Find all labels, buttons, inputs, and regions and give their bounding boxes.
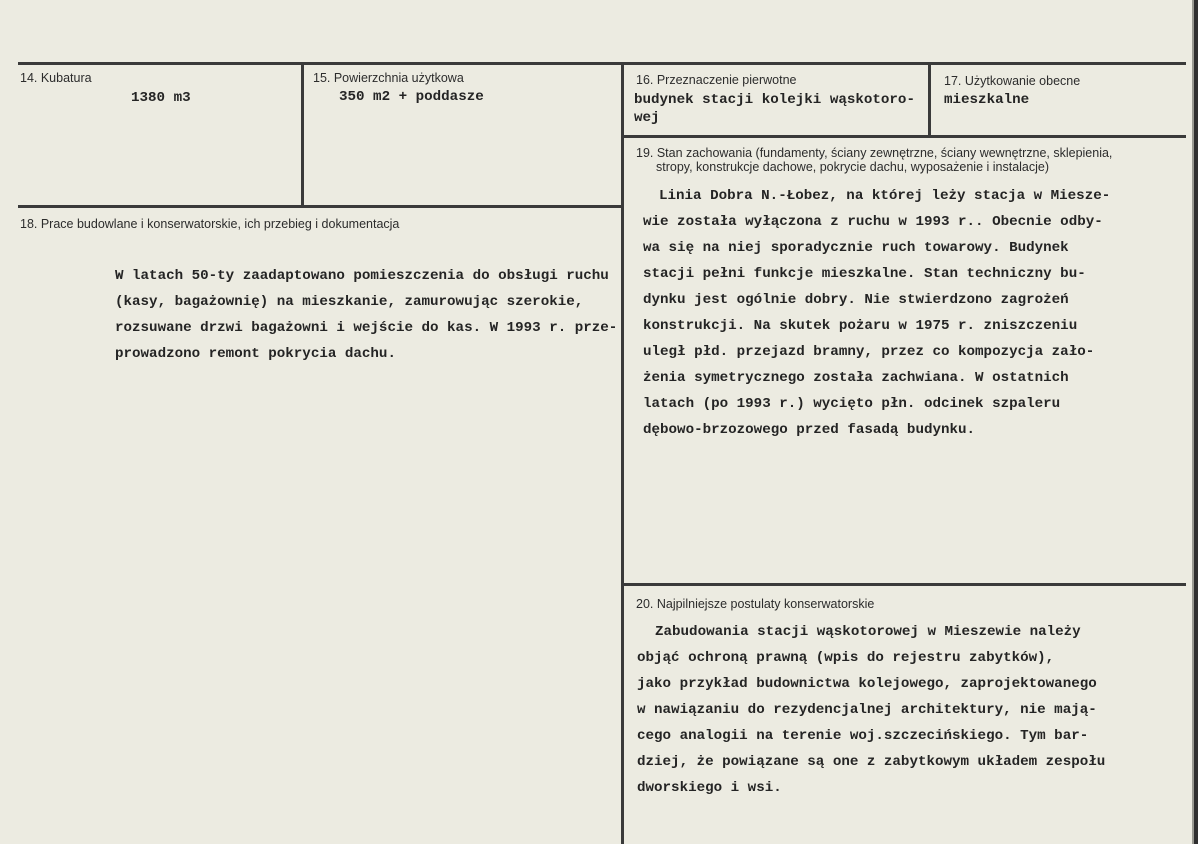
field-16-line: wej bbox=[634, 110, 660, 126]
field-19-line: wa się na niej sporadycznie ruch towarowy. Budynek bbox=[643, 240, 1069, 256]
field-19-label-line: 19. Stan zachowania (fundamenty, ściany zewnętrzne, ściany wewnętrzne, sklepienia, bbox=[636, 146, 1113, 160]
field-20-text bbox=[637, 619, 1105, 801]
field-19-line: Linia Dobra N.-Łobez, na której leży stacja w Miesze- bbox=[659, 188, 1111, 204]
field-20-line: w nawiązaniu do rezydencjalnej architektury, nie mają- bbox=[637, 702, 1097, 718]
line-under-14-15 bbox=[18, 205, 624, 208]
divider-15-16 bbox=[621, 62, 624, 844]
field-18-line: (kasy, bagażownię) na mieszkanie, zamurowując szerokie, bbox=[115, 294, 584, 310]
field-19-line: uległ płd. przejazd bramny, przez co kompozycja zało- bbox=[643, 344, 1095, 360]
field-19-text bbox=[643, 183, 1110, 443]
field-17-label: 17. Użytkowanie obecne bbox=[944, 74, 1081, 88]
field-18-line: W latach 50-ty zaadaptowano pomieszczenia do obsługi ruchu bbox=[115, 268, 609, 284]
field-20-line: dziej, że powiązane są one z zabytkowym układem zespołu bbox=[637, 754, 1106, 770]
field-19-line: stacji pełni funkcje mieszkalne. Stan techniczny bu- bbox=[643, 266, 1086, 282]
field-19-line: konstrukcji. Na skutek pożaru w 1975 r. zniszczeniu bbox=[643, 318, 1078, 334]
field-16-value bbox=[634, 91, 915, 127]
line-under-16-17 bbox=[621, 135, 1186, 138]
field-20-line: objąć ochroną prawną (wpis do rejestru zabytków), bbox=[637, 650, 1055, 666]
divider-14-15 bbox=[301, 62, 304, 206]
field-18-line: prowadzono remont pokrycia dachu. bbox=[115, 346, 396, 362]
field-19-label-line: stropy, konstrukcje dachowe, pokrycie dachu, wyposażenie i instalacje) bbox=[656, 160, 1050, 174]
field-18-label: 18. Prace budowlane i konserwatorskie, ich przebieg i dokumentacja bbox=[20, 217, 400, 231]
top-border-line bbox=[18, 62, 1186, 65]
field-20-label: 20. Najpilniejsze postulaty konserwatorskie bbox=[636, 597, 875, 611]
field-18-text bbox=[115, 263, 617, 367]
field-19-line: dynku jest ogólnie dobry. Nie stwierdzono zagrożeń bbox=[643, 292, 1069, 308]
field-15-label: 15. Powierzchnia użytkowa bbox=[313, 71, 464, 85]
field-17-value: mieszkalne bbox=[944, 92, 1030, 108]
field-19-label bbox=[636, 146, 1112, 174]
field-19-line: wie została wyłączona z ruchu w 1993 r.. Obecnie odby- bbox=[643, 214, 1103, 230]
field-19-line: latach (po 1993 r.) wycięto płn. odcinek szpaleru bbox=[643, 396, 1061, 412]
field-20-line: jako przykład budownictwa kolejowego, zaprojektowanego bbox=[637, 676, 1097, 692]
field-19-line: dębowo-brzozowego przed fasadą budynku. bbox=[643, 422, 976, 438]
field-14-label: 14. Kubatura bbox=[20, 71, 92, 85]
field-18-line: rozsuwane drzwi bagażowni i wejście do kas. W 1993 r. prze- bbox=[115, 320, 618, 336]
field-16-label: 16. Przeznaczenie pierwotne bbox=[636, 73, 797, 87]
field-19-line: żenia symetrycznego została zachwiana. W ostatnich bbox=[643, 370, 1069, 386]
line-above-20 bbox=[621, 583, 1186, 586]
field-20-line: cego analogii na terenie woj.szczecińskiego. Tym bar- bbox=[637, 728, 1089, 744]
scan-edge bbox=[1194, 0, 1198, 844]
field-20-line: Zabudowania stacji wąskotorowej w Mieszewie należy bbox=[655, 624, 1081, 640]
field-16-line: budynek stacji kolejki wąskotoro- bbox=[634, 92, 915, 108]
divider-16-17 bbox=[928, 62, 931, 137]
field-20-line: dworskiego i wsi. bbox=[637, 780, 782, 796]
field-14-value: 1380 m3 bbox=[131, 90, 191, 106]
field-15-value: 350 m2 + poddasze bbox=[339, 89, 484, 105]
